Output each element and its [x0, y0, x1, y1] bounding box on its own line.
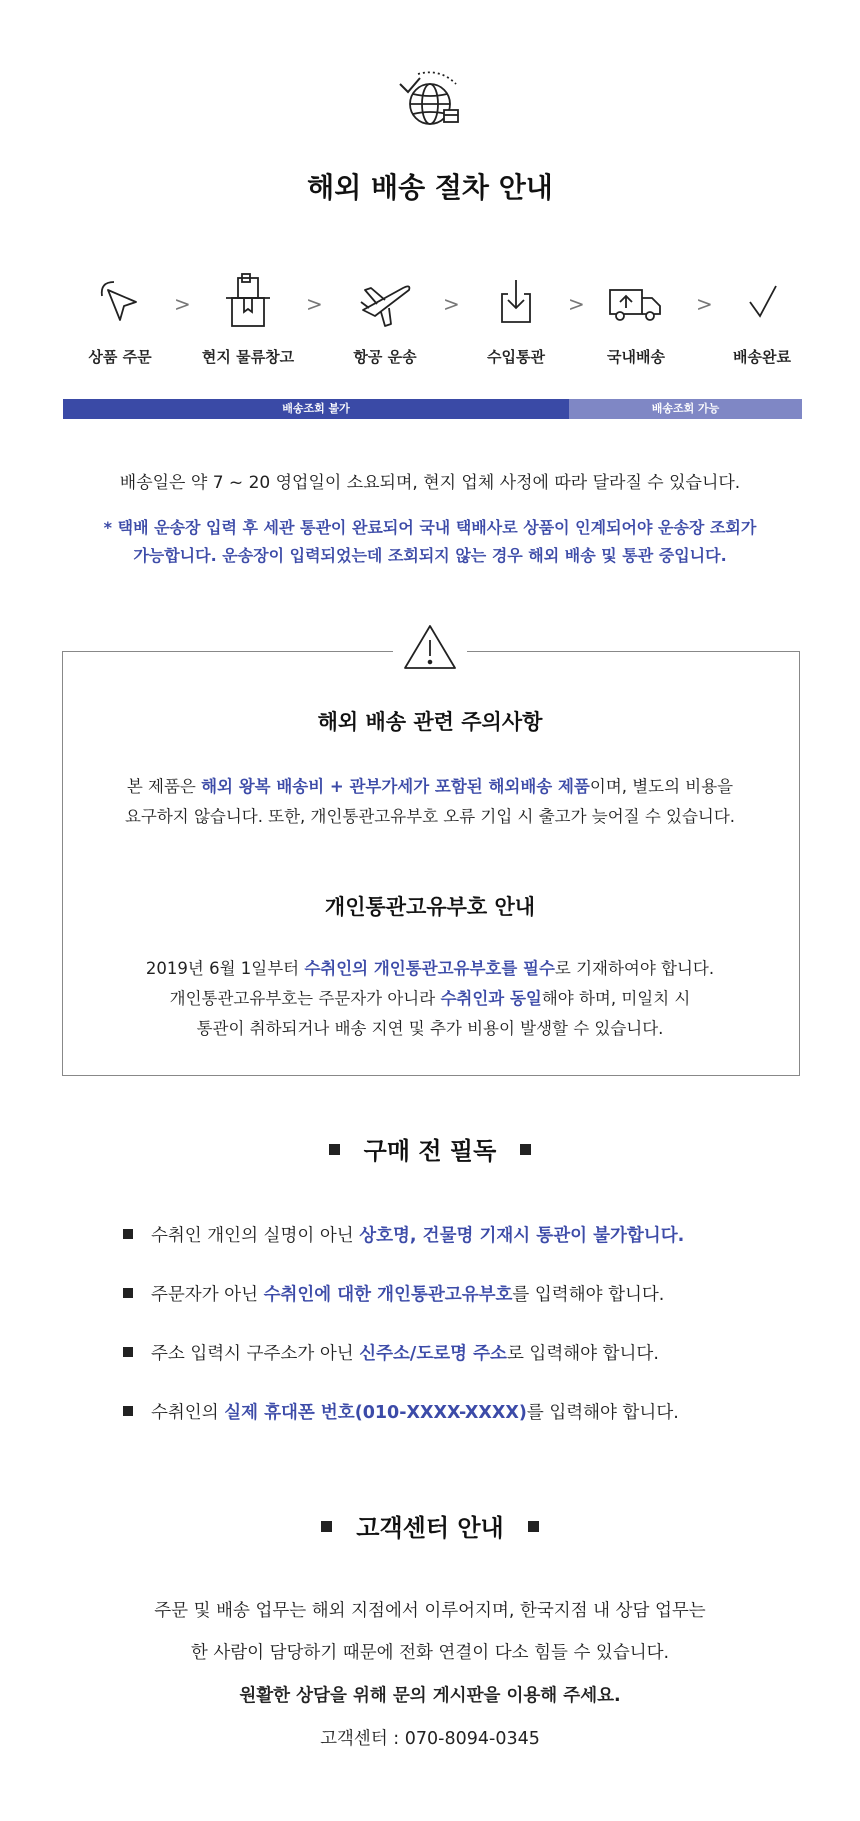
customs-paragraph — [70, 954, 790, 1044]
step-arrow: > — [174, 292, 191, 316]
step-label: 수입통관 — [487, 348, 545, 366]
square-bullet-icon — [123, 1288, 133, 1298]
step-arrow: > — [443, 292, 460, 316]
step-warehouse — [178, 272, 318, 367]
notice-title: 해외 배송 관련 주의사항 — [317, 710, 543, 734]
step-label: 항공 운송 — [353, 348, 417, 366]
checkmark-icon — [732, 272, 792, 332]
highlight-text: 수취인의 개인통관고유부호를 필수 — [304, 959, 555, 978]
text: 로 입력해야 합니다. — [506, 1344, 659, 1364]
text: 2019년 6월 1일부터 — [145, 959, 305, 978]
square-bullet-icon — [123, 1406, 133, 1416]
must-read-title — [0, 1131, 860, 1166]
airplane-icon — [355, 272, 415, 332]
tracking-available: 배송조회 가능 — [569, 399, 802, 419]
square-bullet-icon — [123, 1347, 133, 1357]
text: 를 입력해야 합니다. — [512, 1285, 665, 1305]
text: 이며, 별도의 비용을 — [589, 777, 734, 796]
step-arrow: > — [568, 292, 585, 316]
tracking-note-line: 가능합니다. 운송장이 입력되었는데 조회되지 않는 경우 해외 배송 및 통관 중입니다. — [133, 546, 727, 565]
step-label: 국내배송 — [607, 348, 665, 366]
square-bullet-icon — [329, 1144, 340, 1155]
page-title: 해외 배송 절차 안내 — [307, 171, 553, 204]
tracking-note — [60, 514, 800, 570]
highlight-text: 실제 휴대폰 번호(010-XXXX-XXXX) — [224, 1403, 527, 1423]
text: 수취인 개인의 실명이 아닌 — [151, 1226, 360, 1246]
text: 요구하지 않습니다. 또한, 개인통관고유부호 오류 기입 시 출고가 늦어질 수 있습니다. — [124, 807, 736, 826]
text: 수취인의 — [151, 1403, 225, 1423]
text: 로 기재하여야 합니다. — [554, 959, 715, 978]
highlight-text: 수취인에 대한 개인통관고유부호 — [263, 1285, 513, 1305]
customer-center-phone: 고객센터 : 070-8094-0345 — [320, 1729, 540, 1749]
tracking-note-line: * 택배 운송장 입력 후 세관 통관이 완료되어 국내 택배사로 상품이 인계되어야 운송장 조회가 — [103, 518, 757, 537]
section-heading: 고객센터 안내 — [356, 1514, 504, 1542]
text: 개인통관고유부호는 주문자가 아니라 — [169, 989, 441, 1008]
text: 해야 하며, 미일치 시 — [541, 989, 691, 1008]
list-item — [123, 1340, 823, 1365]
customer-center-text: 주문 및 배송 업무는 해외 지점에서 이루어지며, 한국지점 내 상담 업무는 — [154, 1601, 706, 1621]
section-heading: 구매 전 필독 — [363, 1137, 497, 1165]
square-bullet-icon — [321, 1521, 332, 1532]
list-item — [123, 1222, 823, 1247]
delivery-info-text: 배송일은 약 7 ~ 20 영업일이 소요되며, 현지 업체 사정에 따라 달라질 수 있습니다. — [119, 473, 741, 493]
text: 통관이 취하되거나 배송 지연 및 추가 비용이 발생할 수 있습니다. — [196, 1019, 664, 1038]
warehouse-box-icon — [218, 272, 278, 332]
step-label: 배송완료 — [733, 348, 791, 366]
customer-center-text: 한 사람이 담당하기 때문에 전화 연결이 다소 힘들 수 있습니다. — [190, 1643, 670, 1663]
step-customs — [446, 272, 586, 367]
list-item — [123, 1281, 823, 1306]
square-bullet-icon — [520, 1144, 531, 1155]
cursor-pointer-icon — [90, 272, 150, 332]
customs-title: 개인통관고유부호 안내 — [324, 895, 536, 919]
step-order — [50, 272, 190, 367]
text: 를 입력해야 합니다. — [526, 1403, 679, 1423]
global-shipping-icon — [394, 70, 466, 134]
step-label: 상품 주문 — [88, 348, 152, 366]
delivery-truck-icon — [606, 272, 666, 332]
tracking-status-bar — [63, 399, 802, 419]
tracking-unavailable: 배송조회 불가 — [63, 399, 569, 419]
text: 본 제품은 — [126, 777, 202, 796]
customer-center-highlight: 원활한 상담을 위해 문의 게시판을 이용해 주세요. — [239, 1686, 621, 1706]
customer-center-title — [0, 1508, 860, 1543]
step-arrow: > — [696, 292, 713, 316]
highlight-text: 상호명, 건물명 기재시 통관이 불가합니다. — [359, 1226, 685, 1246]
highlight-text: 해외 왕복 배송비 + 관부가세가 포함된 해외배송 제품 — [201, 777, 590, 796]
square-bullet-icon — [123, 1229, 133, 1239]
download-box-icon — [486, 272, 546, 332]
list-item — [123, 1399, 823, 1424]
step-domestic — [566, 272, 706, 367]
step-label: 현지 물류창고 — [201, 348, 295, 366]
highlight-text: 수취인과 동일 — [440, 989, 542, 1008]
text: 주문자가 아닌 — [151, 1285, 264, 1305]
warning-icon — [393, 620, 467, 676]
text: 주소 입력시 구주소가 아닌 — [151, 1344, 360, 1364]
square-bullet-icon — [528, 1521, 539, 1532]
highlight-text: 신주소/도로명 주소 — [359, 1344, 507, 1364]
notice-paragraph — [70, 772, 790, 832]
step-complete — [692, 272, 832, 367]
step-air — [315, 272, 455, 367]
step-arrow: > — [306, 292, 323, 316]
